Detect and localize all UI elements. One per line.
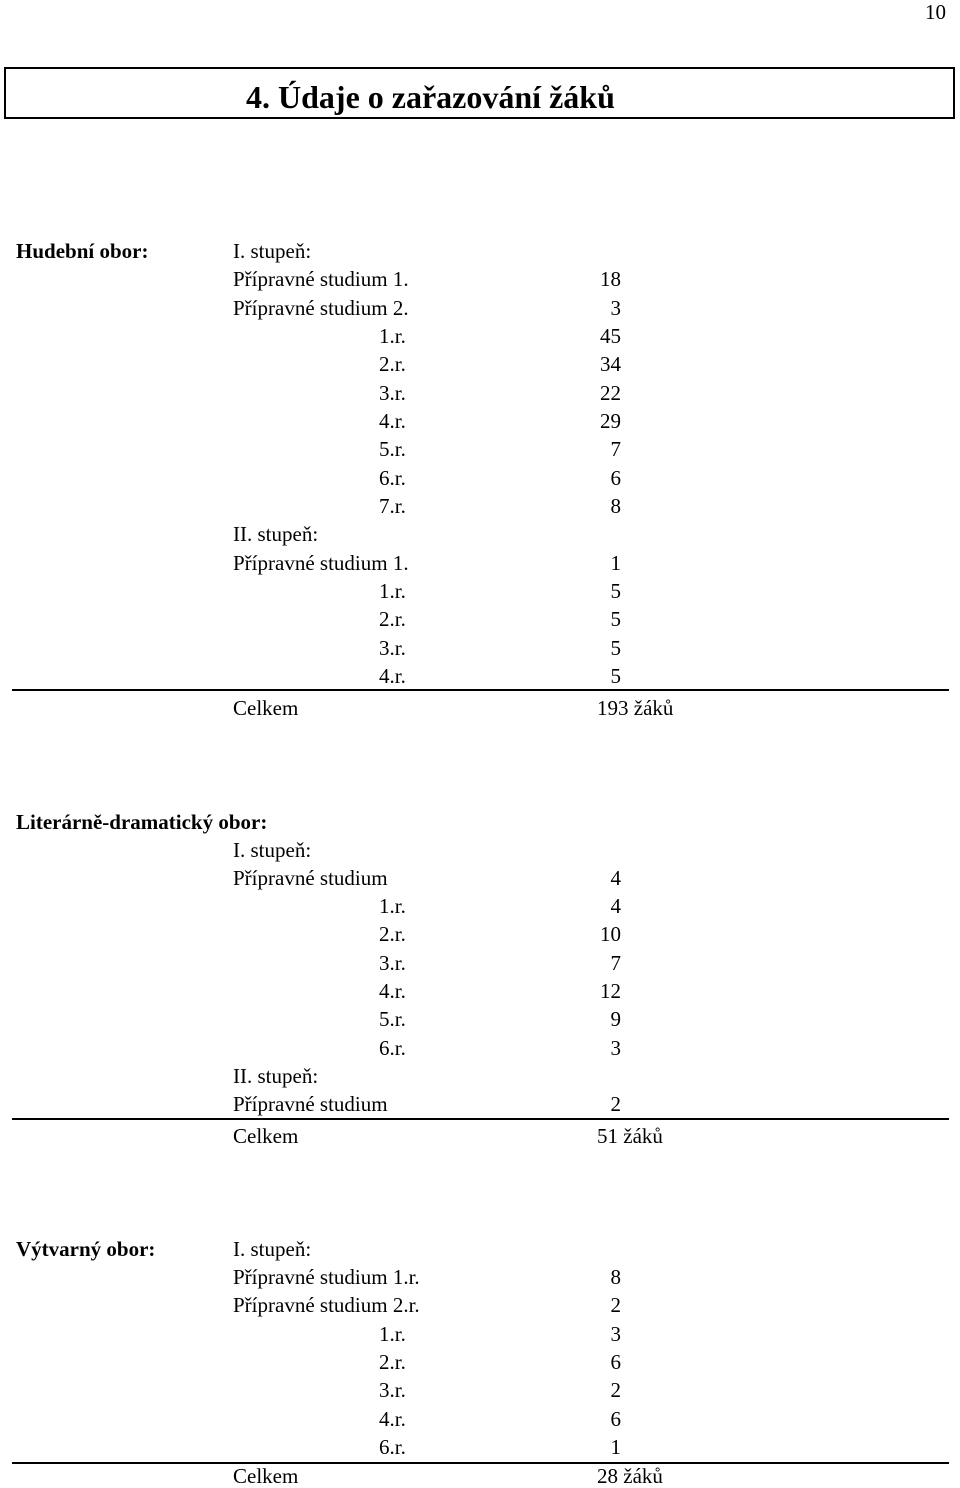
section-heading: Výtvarný obor: — [16, 1237, 156, 1261]
row-value: 45 — [600, 324, 621, 348]
row-label: 1.r. — [379, 1322, 406, 1346]
row-label: 6.r. — [379, 1036, 406, 1060]
row-value: 7 — [610, 437, 621, 461]
row-label: 4.r. — [379, 1407, 406, 1431]
total-divider — [12, 689, 949, 691]
row-label: Přípravné studium — [233, 1092, 388, 1116]
row-label: II. stupeň: — [233, 1064, 319, 1088]
section-heading: Literárně-dramatický obor: — [16, 810, 268, 834]
row-value: 3 — [610, 1036, 621, 1060]
row-value: 18 — [600, 267, 621, 291]
row-label: Přípravné studium 2.r. — [233, 1293, 420, 1317]
row-value: 5 — [610, 607, 621, 631]
row-label: 4.r. — [379, 664, 406, 688]
row-label: 3.r. — [379, 636, 406, 660]
row-label: 3.r. — [379, 381, 406, 405]
row-value: 5 — [610, 664, 621, 688]
row-label: 1.r. — [379, 894, 406, 918]
row-label: 5.r. — [379, 437, 406, 461]
row-value: 4 — [610, 866, 621, 890]
total-label: Celkem — [233, 696, 299, 720]
row-label: 3.r. — [379, 951, 406, 975]
row-label: Přípravné studium 1. — [233, 551, 409, 575]
row-label: 2.r. — [379, 607, 406, 631]
row-label: Přípravné studium 1.r. — [233, 1265, 420, 1289]
total-label: Celkem — [233, 1124, 299, 1148]
row-label: 5.r. — [379, 1007, 406, 1031]
row-value: 1 — [610, 1435, 621, 1459]
row-label: II. stupeň: — [233, 522, 319, 546]
row-value: 22 — [600, 381, 621, 405]
row-value: 3 — [610, 296, 621, 320]
row-label: 1.r. — [379, 579, 406, 603]
row-value: 6 — [610, 1350, 621, 1374]
row-value: 2 — [610, 1378, 621, 1402]
row-label: 2.r. — [379, 352, 406, 376]
row-value: 12 — [600, 979, 621, 1003]
row-label: 2.r. — [379, 1350, 406, 1374]
row-value: 6 — [610, 1407, 621, 1431]
total-value: 193 žáků — [597, 696, 674, 720]
row-value: 5 — [610, 636, 621, 660]
row-value: 29 — [600, 409, 621, 433]
row-value: 7 — [610, 951, 621, 975]
row-value: 9 — [610, 1007, 621, 1031]
page-number: 10 — [925, 0, 946, 24]
row-label: 6.r. — [379, 466, 406, 490]
row-label: I. stupeň: — [233, 1237, 312, 1261]
row-label: 2.r. — [379, 922, 406, 946]
row-value: 3 — [610, 1322, 621, 1346]
page-title: 4. Údaje o zařazování žáků — [246, 79, 615, 115]
row-label: 4.r. — [379, 409, 406, 433]
row-label: 6.r. — [379, 1435, 406, 1459]
row-value: 2 — [610, 1293, 621, 1317]
row-label: 1.r. — [379, 324, 406, 348]
total-divider — [12, 1118, 949, 1120]
row-value: 8 — [610, 1265, 621, 1289]
row-label: I. stupeň: — [233, 838, 312, 862]
row-value: 8 — [610, 494, 621, 518]
row-label: 7.r. — [379, 494, 406, 518]
row-value: 34 — [600, 352, 621, 376]
row-value: 6 — [610, 466, 621, 490]
row-value: 2 — [610, 1092, 621, 1116]
row-label: Přípravné studium 1. — [233, 267, 409, 291]
row-value: 10 — [600, 922, 621, 946]
total-value: 51 žáků — [597, 1124, 663, 1148]
row-label: 4.r. — [379, 979, 406, 1003]
row-label: Přípravné studium 2. — [233, 296, 409, 320]
section-heading: Hudební obor: — [16, 239, 149, 263]
row-value: 1 — [610, 551, 621, 575]
row-label: Přípravné studium — [233, 866, 388, 890]
total-divider — [12, 1462, 949, 1464]
row-label: I. stupeň: — [233, 239, 312, 263]
total-value: 28 žáků — [597, 1464, 663, 1488]
total-label: Celkem — [233, 1464, 299, 1488]
row-value: 5 — [610, 579, 621, 603]
row-label: 3.r. — [379, 1378, 406, 1402]
row-value: 4 — [610, 894, 621, 918]
